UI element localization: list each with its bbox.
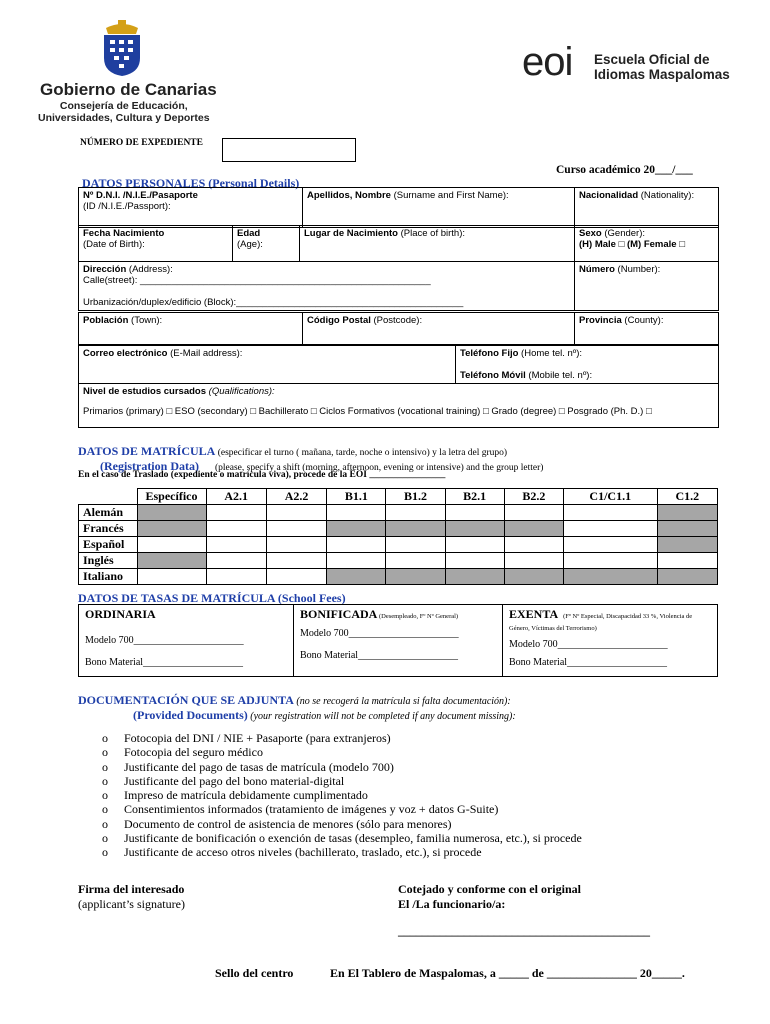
level-cell[interactable] (386, 537, 445, 553)
provincia-cell[interactable] (575, 313, 719, 345)
doc-sub-title: (Provided Documents) (133, 708, 248, 722)
matricula-sub-note: (please, specify a shift (morning, afternoon, evening or intensive) and the group letter) (214, 463, 544, 473)
edad-label: Edad (237, 228, 261, 239)
language-row (79, 569, 718, 585)
level-cell (445, 521, 504, 537)
tfijo-en: (Home tel. nº): (518, 348, 583, 359)
fees-table (78, 604, 718, 677)
language-label: Español (79, 537, 138, 553)
level-cell[interactable] (563, 521, 657, 537)
apellidos-en: (Surname and First Name): (390, 190, 509, 201)
levels-header-cell: B2.1 (445, 489, 504, 505)
doc-item: o Justificante de acceso otros niveles (bachillerato, traslado, etc.), si procede (78, 845, 718, 859)
bonificada-note: (Desempleado, Fº Nº General) (377, 613, 459, 620)
doc-item: o Documento de control de asistencia de menores (sólo para menores) (78, 817, 718, 831)
levels-header-cell: B1.2 (386, 489, 445, 505)
level-cell[interactable] (563, 537, 657, 553)
doc-title: DOCUMENTACIÓN QUE SE ADJUNTA (78, 693, 294, 707)
language-row (79, 505, 718, 521)
gobierno-canarias-logo (92, 18, 152, 78)
eoi-name-line1: Escuela Oficial de (594, 52, 710, 67)
apellidos-cell[interactable] (303, 188, 575, 228)
level-cell[interactable] (206, 505, 266, 521)
sexo-label: Sexo (579, 228, 602, 239)
doc-item: o Justificante de bonificación o exención de tasas (desempleo, familia numerosa, etc.), si procede (78, 831, 718, 845)
sexo-en: (Gender): (601, 228, 646, 239)
eoi-name-line2: Idiomas Maspalomas (594, 67, 730, 82)
nivel-label: Nivel de estudios cursados (83, 386, 207, 397)
language-label: Francés (79, 521, 138, 537)
tfijo-label: Teléfono Fijo (460, 348, 519, 359)
cp-label: Código Postal (307, 315, 371, 326)
level-cell[interactable] (445, 537, 504, 553)
level-cell (445, 569, 504, 585)
email-label: Correo electrónico (83, 348, 168, 359)
lugar-label: Lugar de Nacimiento (304, 228, 398, 239)
language-row (79, 521, 718, 537)
language-label: Inglés (79, 553, 138, 569)
doc-list (78, 731, 718, 860)
matricula-sub-title: (Registration Data) (100, 459, 199, 473)
level-cell (386, 521, 445, 537)
dni-label: Nº D.N.I. /N.I.E./Pasaporte (83, 190, 198, 201)
doc-item: o Fotocopia del seguro médico (78, 745, 718, 759)
doc-item: o Justificante del pago del bono material-digital (78, 774, 718, 788)
personal-title: DATOS PERSONALES (Personal Details) (82, 176, 300, 190)
ordinaria-modelo: Modelo 700______________________ (85, 635, 244, 646)
levels-header-cell: B1.1 (327, 489, 386, 505)
exenta-bono: Bono Material____________________ (509, 657, 668, 668)
level-cell[interactable] (266, 537, 326, 553)
language-row (79, 553, 718, 569)
numero-cell[interactable] (575, 262, 719, 311)
level-cell[interactable] (657, 553, 717, 569)
gc-sub-line1: Consejería de Educación, (59, 100, 188, 112)
level-cell (563, 569, 657, 585)
level-cell[interactable] (206, 553, 266, 569)
edad-cell[interactable] (233, 226, 300, 262)
levels-header-cell (79, 489, 138, 505)
curso-academico[interactable]: Curso académico 20___/___ (556, 164, 693, 176)
tmovil-label: Teléfono Móvil (460, 370, 526, 381)
level-cell (657, 569, 717, 585)
doc-item: o Justificante del pago de tasas de matrícula (modelo 700) (78, 760, 718, 774)
bonificada-bono: Bono Material____________________ (300, 650, 459, 661)
gc-name: Gobierno de Canarias (40, 80, 217, 99)
dni-cell[interactable] (79, 188, 303, 228)
levels-header-cell: A2.1 (206, 489, 266, 505)
language-label: Italiano (79, 569, 138, 585)
direccion-cell[interactable] (79, 262, 575, 311)
poblacion-label: Población (83, 315, 129, 326)
level-cell[interactable] (206, 537, 266, 553)
doc-item: o Fotocopia del DNI / NIE + Pasaporte (para extranjeros) (78, 731, 718, 745)
urbanizacion-line: Urbanización/duplex/edificio (Block):___________________________________________ (83, 297, 464, 308)
email-cell[interactable] (79, 346, 456, 384)
levels-header-cell: A2.2 (266, 489, 326, 505)
edad-en: (Age): (237, 239, 263, 250)
doc-sub-note: (your registration will not be completed if any document missing): (247, 711, 516, 722)
levels-header-cell: B2.2 (504, 489, 563, 505)
poblacion-en: (Town): (128, 315, 163, 326)
doc-item: o Impreso de matrícula debidamente cumplimentado (78, 788, 718, 802)
ordinaria-bono: Bono Material____________________ (85, 657, 244, 668)
level-cell (327, 521, 386, 537)
sexo-cell[interactable] (575, 226, 719, 262)
level-cell (137, 505, 206, 521)
fecha-en: (Date of Birth): (83, 239, 145, 250)
nacionalidad-en: (Nationality): (638, 190, 695, 201)
provincia-label: Provincia (579, 315, 622, 326)
numero-label: Número (579, 264, 615, 275)
fecha-label: Fecha Nacimiento (83, 228, 165, 239)
direccion-en: (Address): (126, 264, 173, 275)
level-cell[interactable] (445, 553, 504, 569)
level-cell[interactable] (327, 537, 386, 553)
exenta-modelo: Modelo 700______________________ (509, 639, 668, 650)
estudios-options[interactable]: Primarios (primary) □ ESO (secondary) □ Bachillerato □ Ciclos Formativos (vocational training) □ Grado (degree) □ Posgrado (Ph. D.) □ (83, 406, 652, 417)
level-cell (657, 521, 717, 537)
dni-en: (ID /N.I.E./Passport): (83, 201, 171, 212)
level-cell[interactable] (206, 521, 266, 537)
level-cell[interactable] (445, 505, 504, 521)
level-cell[interactable] (266, 553, 326, 569)
eoi-name (594, 52, 730, 82)
level-cell[interactable] (327, 553, 386, 569)
levels-table (78, 488, 718, 585)
expediente-input[interactable] (222, 138, 356, 162)
sello-label: Sello del centro (215, 966, 294, 980)
level-cell (657, 537, 717, 553)
ordinaria-label: ORDINARIA (85, 607, 156, 621)
fecha-cell[interactable] (79, 226, 233, 262)
cotejado-block (398, 882, 581, 912)
lugar-en: (Place of birth): (397, 228, 466, 239)
nacionalidad-cell[interactable] (575, 188, 719, 228)
direccion-label: Dirección (83, 264, 127, 275)
level-cell[interactable] (504, 537, 563, 553)
bonificada-modelo: Modelo 700______________________ (300, 628, 459, 639)
fee-exenta[interactable] (503, 605, 718, 677)
lugar-cell[interactable] (300, 226, 575, 262)
level-cell[interactable] (504, 505, 563, 521)
level-cell[interactable] (266, 505, 326, 521)
eoi-logo: eoi (522, 40, 573, 84)
doc-sub (133, 706, 516, 724)
cotejado-label: Cotejado y conforme con el original (398, 882, 581, 896)
level-cell[interactable] (563, 553, 657, 569)
levels-header-row (79, 489, 718, 505)
level-cell[interactable] (386, 553, 445, 569)
level-cell (386, 569, 445, 585)
calle-line: Calle(street): _______________________________________________________ (83, 275, 431, 286)
nivel-cell[interactable] (79, 384, 719, 428)
personal-table (78, 187, 719, 228)
nacionalidad-label: Nacionalidad (579, 190, 639, 201)
levels-header-cell: C1.2 (657, 489, 717, 505)
personal-table-4 (78, 345, 719, 428)
level-cell[interactable] (563, 505, 657, 521)
level-cell[interactable] (386, 505, 445, 521)
doc-title-note: (no se recogerá la matrícula si falta documentación): (293, 696, 511, 707)
nivel-en: (Qualifications): (206, 386, 275, 397)
language-label: Alemán (79, 505, 138, 521)
gc-sub-line2: Universidades, Cultura y Deportes (38, 112, 210, 124)
level-cell[interactable] (327, 505, 386, 521)
tasas-title: DATOS DE TASAS DE MATRÍCULA (School Fees) (78, 591, 346, 605)
firma-en: (applicant’s signature) (78, 897, 185, 911)
bonificada-label: BONIFICADA (300, 607, 378, 621)
poblacion-cell[interactable] (79, 313, 303, 345)
firma-block (78, 882, 185, 912)
level-cell[interactable] (266, 521, 326, 537)
cp-cell[interactable] (303, 313, 575, 345)
level-cell[interactable] (504, 553, 563, 569)
level-cell[interactable] (206, 569, 266, 585)
matricula-title: DATOS DE MATRÍCULA (78, 444, 216, 458)
level-cell (504, 569, 563, 585)
level-cell (657, 505, 717, 521)
coat-of-arms-icon (92, 18, 152, 78)
level-cell (327, 569, 386, 585)
gc-sub (38, 100, 210, 124)
expediente-label: NÚMERO DE EXPEDIENTE (80, 138, 203, 148)
cp-en: (Postcode): (370, 315, 423, 326)
sexo-options[interactable]: (H) Male □ (M) Female □ (579, 239, 685, 250)
firma-label: Firma del interesado (78, 882, 185, 896)
provincia-en: (County): (621, 315, 664, 326)
traslado-line[interactable]: En el caso de Traslado (expediente o matrícula viva), procede de la EOI ________________ (78, 470, 446, 480)
telefonos-cell[interactable] (456, 346, 719, 384)
exenta-label: EXENTA (509, 607, 559, 621)
personal-table-3 (78, 312, 719, 345)
level-cell (137, 521, 206, 537)
numero-en: (Number): (614, 264, 661, 275)
levels-header-cell: Específico (137, 489, 206, 505)
doc-item: o Consentimientos informados (tratamiento de imágenes y voz + datos G-Suite) (78, 802, 718, 816)
matricula-note: (especificar el turno ( mañana, tarde, noche o intensivo) y la letra del grupo) (215, 448, 508, 458)
personal-table-2 (78, 225, 719, 311)
funcionario-signature-line[interactable]: __________________________________________ (398, 924, 650, 938)
fee-ordinaria[interactable] (79, 605, 294, 677)
level-cell[interactable] (137, 537, 206, 553)
level-cell[interactable] (137, 569, 206, 585)
email-en: (E-Mail address): (167, 348, 243, 359)
funcionario-label: El /La funcionario/a: (398, 897, 506, 911)
apellidos-label: Apellidos, Nombre (307, 190, 391, 201)
tmovil-en: (Mobile tel. nº): (525, 370, 593, 381)
language-row (79, 537, 718, 553)
level-cell[interactable] (266, 569, 326, 585)
lugar-fecha[interactable]: En El Tablero de Maspalomas, a _____ de _______________ 20_____. (330, 966, 685, 980)
exenta-note: (Fº Nº Especial, Discapacidad 33 %, Violencia de Género, Víctimas del Terrorismo) (509, 613, 693, 632)
level-cell (137, 553, 206, 569)
level-cell (504, 521, 563, 537)
fee-bonificada[interactable] (294, 605, 503, 677)
levels-header-cell: C1/C1.1 (563, 489, 657, 505)
